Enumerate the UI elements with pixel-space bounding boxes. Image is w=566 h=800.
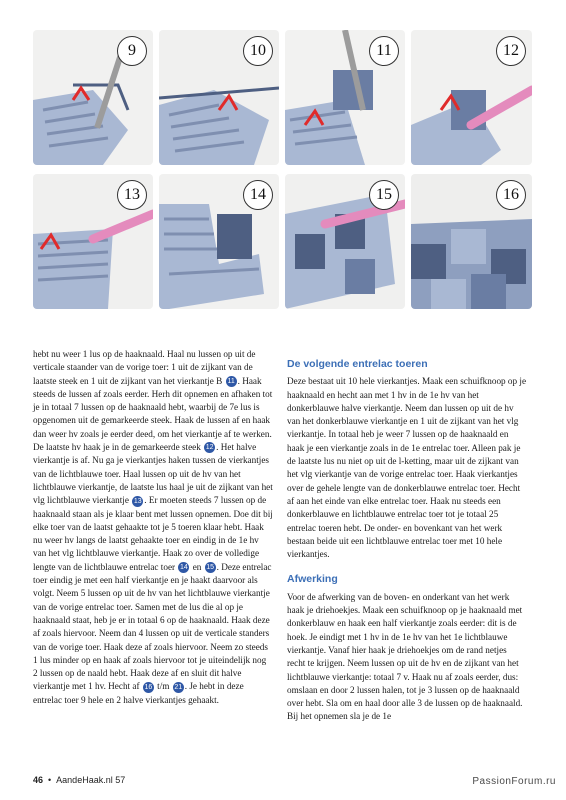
step-photo-14 [159,174,279,309]
step-number-badge: 10 [243,36,273,66]
step-photo-15 [285,174,405,309]
footer-bullet: • [48,775,52,785]
step-number-badge: 13 [117,180,147,210]
step-photo-9 [33,30,153,165]
step-photo-10 [159,30,279,165]
step-number-badge: 16 [496,180,526,210]
step-photo-13 [33,174,153,309]
step-reference-circle: 13 [133,497,142,505]
page-number: 46 [33,775,44,785]
step-number-badge: 15 [369,180,399,210]
step-number-badge: 11 [369,36,399,66]
section-heading: De volgende entrelac toeren [287,358,428,370]
step-reference-circle: 16 [144,683,153,691]
right-column [287,344,527,724]
paragraph-next-rows: Deze bestaat uit 10 hele vierkantjes. Maak een schuifknoop op je haaknaald en hecht aan met 1 hv in de 1e hv van het donkerblauwe halve vierkantje. Neem dan lussen op uit de hv van het donkerblauwe vierkantje en 1 uit de zijkant van het vlg vierkantje. In totaal heb je weer 7 lussen op de haaknaald en haak je een vierkantje zoals in de 1e entrelac toer. Alleen pak je de laatste lus nu niet op uit de l-ketting, maar uit de zijkant van het vlg vierkantje van de vorige entrelac toer. Haak vierkantjes over de gehele lengte van de donkerblauwe entrelac toer. Hecht af aan het einde van elke entrelac toer. Haak nu steeds een donkerblauwe en lichtblauwe entrelac toer tot je totaal 25 entrelac toeren hebt. De onder- en bovenkant van het werk bestaan beide uit een lichtblauwe entrelac toer met 10 hele vierkantjes. [287,376,527,560]
magazine-name: AandeHaak.nl 57 [56,775,126,785]
step-reference-circle: 14 [179,564,188,572]
step-photo-11 [285,30,405,165]
paragraph-instructions: hebt nu weer 1 lus op de haaknaald. Haal nu lussen op uit de verticale staander van de vorige toer: 1 uit de zijkant van de laatste steek en 1 uit de zijkant van het vierkantje B 11 . Haak steeds de lussen af zoals eerder. Herh dit opnemen en afhaken tot je in totaal 7 lussen op de haaknaald hebt, waarbij de 7e lus is opgenomen uit de gemarkeerde steek. Haak de lussen af en haak dan weer hv zoals je eerder deed, om het vierkantje af te werken. De laatste hv haak je in de gemarkeerde steek 12 . Het halve vierkantje is af. Nu ga je vierkantjes haken tussen de vierkantjes van de lichtblauwe toer. Haal lussen op uit de hv van het lichtblauwe vierkantje, de laatste lus haal je uit de zijkant van het vlg lichtblauwe vierkantje 13 . Er moeten steeds 7 lussen op de haaknaald staan als je klaar bent met lussen opnemen. Doe dit bij elke toer van de laatst gehaakte tot je 5 toeren klaar hebt. Haak nu weer hv langs de laatst gehaakte toer en eindig in de 1e hv van het vlg lichtblauwe vierkantje. Haak zo over de volledige lengte van de lichtblauwe entrelac toer 14 en 15 . Deze entrelac toer eindig je met een half vierkantje en je haakt daarvoor als volgt. Neem 5 lussen op uit de hv van het lichtblauwe vierkantje van de vorige entrelac toer. Samen met de lus die al op je haaknaald staat, heb je er in totaal 6 op de haaknaald. Haak deze af zoals hiervoor. Neem dan 4 lussen op uit de verticale standers van de vorige toer. Haak deze af zoals hiervoor. Neem zo steeds 1 lus minder op en haak af zoals hiervoor tot je uiteindelijk nog 2 lussen op de naald hebt. Haak deze af en sluit dit halve vierkantje met 1 hv. Hecht af 16 t/m 21 . Je hebt in deze entrelac toer 9 hele en 2 halve vierkantjes gehaakt. [33,349,273,705]
paragraph-finishing: Voor de afwerking van de boven- en onderkant van het werk haak je driehoekjes. Maak een schuifknoop op je haaknaald met donkerblauw en haak een half vierkantje zoals eerder: dit is de hoek. Je eindigt met 1 hv in de 1e hv van het 1e lichtblauwe vierkantje. Vanaf hier haak je driehoekjes om de rand netjes recht te krijgen. Neem lussen op uit de hv en de zijkant van het lichtblauwe vierkantje: totaal 7 v. Haak nu af zoals eerder, dus: omslaan en door 2 lussen halen, tot je 3 lussen op de haaknaald over hebt. Sla om en haal door alle 3 de lussen op de haaknaald. Bij het opnemen sla je de 1e [287,591,523,722]
step-reference-circle: 15 [206,564,215,572]
section-heading: Afwerking [287,573,338,586]
step-photo-12 [411,30,532,165]
watermark: PassionForum.ru [472,776,556,787]
step-photo-16 [411,174,532,309]
step-reference-circle: 21 [174,683,183,691]
step-number-badge: 9 [117,36,147,66]
step-reference-circle: 11 [227,377,235,385]
page-footer [33,775,125,785]
step-number-badge: 12 [496,36,526,66]
left-column [33,348,273,707]
step-number-badge: 14 [243,180,273,210]
step-reference-circle: 12 [205,444,214,452]
